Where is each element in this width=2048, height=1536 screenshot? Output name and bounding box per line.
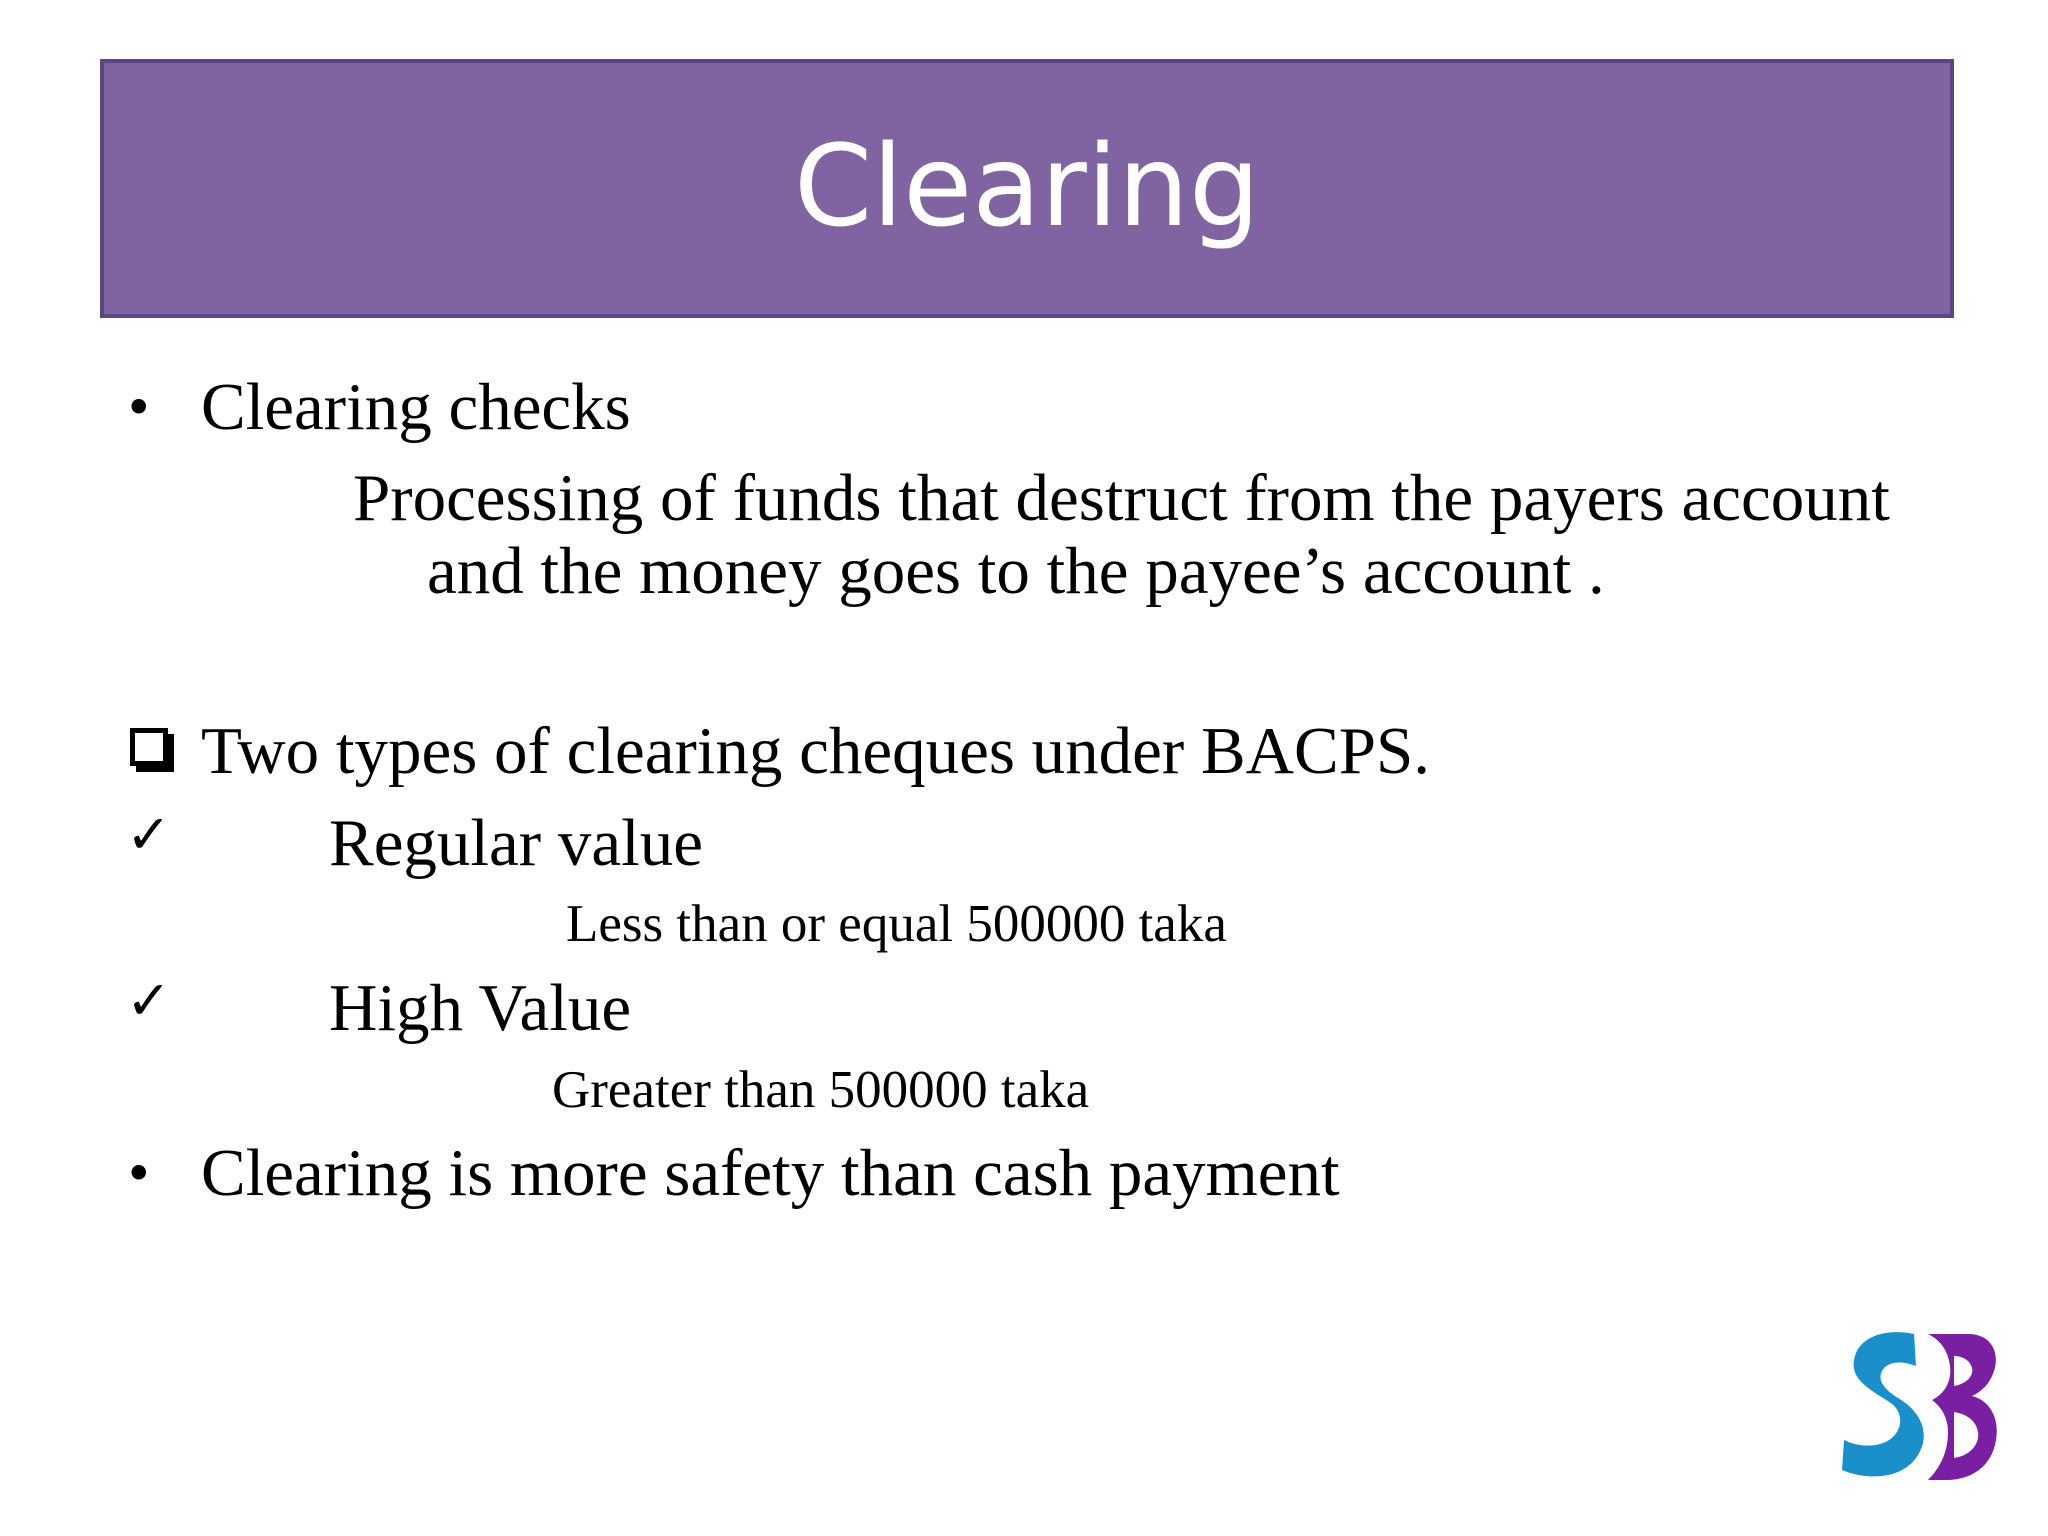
clearing-checks-label: Clearing checks <box>201 370 631 444</box>
clearing-checks-desc-line2: and the money goes to the payee’s account . <box>427 534 1605 608</box>
logo-b-shape <box>1928 1334 1997 1480</box>
slide-title: Clearing <box>793 121 1261 252</box>
high-value-detail: Greater than 500000 taka <box>552 1061 1090 1119</box>
bullet-dot-icon: • <box>124 1145 154 1203</box>
sb-logo <box>1836 1320 2004 1488</box>
types-heading: Two types of clearing cheques under BACPS. <box>201 714 1430 788</box>
title-bar <box>100 59 1954 318</box>
bullet-dot-icon: • <box>124 379 154 437</box>
safety-label: Clearing is more safety than cash payment <box>201 1136 1340 1210</box>
checkmark-icon: ✓ <box>126 969 172 1032</box>
clearing-checks-desc-line1: Processing of funds that destruct from the payers account <box>353 461 1890 535</box>
regular-value-detail: Less than or equal 500000 taka <box>566 895 1227 953</box>
square-checkbox-icon <box>130 728 168 766</box>
logo-s-shape <box>1842 1332 1924 1476</box>
regular-value-label: Regular value <box>329 806 703 880</box>
checkmark-icon: ✓ <box>126 803 172 866</box>
high-value-label: High Value <box>329 971 632 1045</box>
